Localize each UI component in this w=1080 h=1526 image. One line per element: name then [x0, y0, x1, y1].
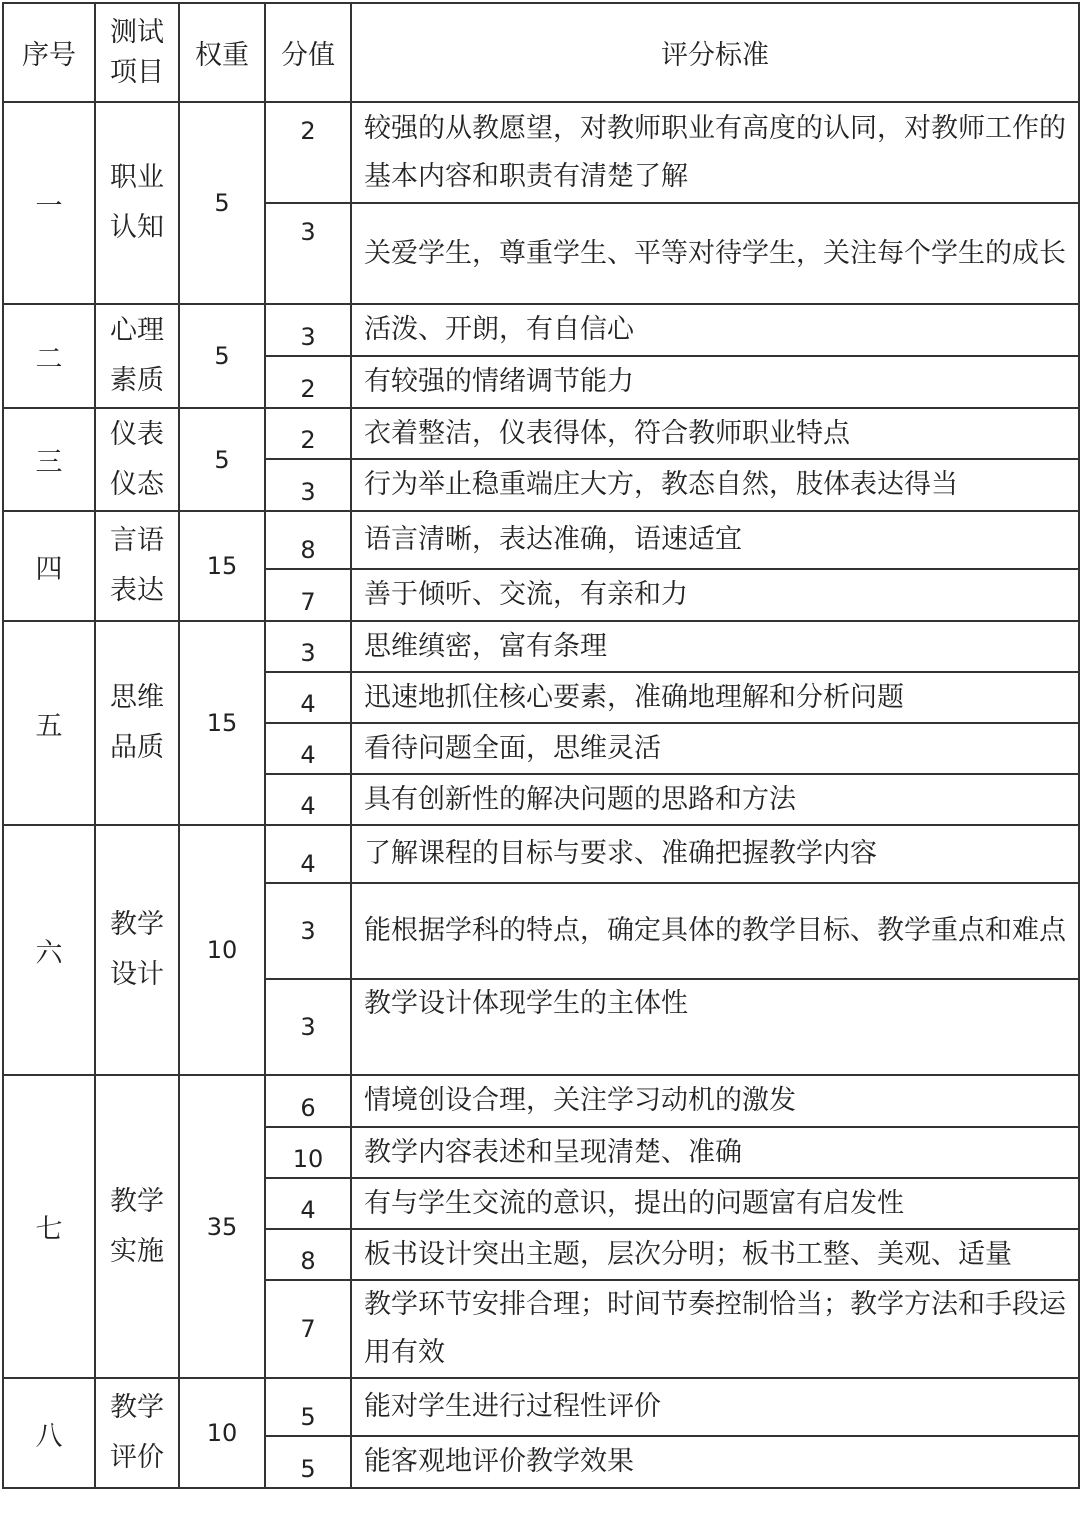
row-score: 3 [265, 459, 351, 511]
section-weight: 10 [179, 825, 265, 1075]
row-criteria: 情境创设合理，关注学习动机的激发 [351, 1075, 1079, 1127]
row-score: 8 [265, 511, 351, 569]
section-item [95, 304, 179, 408]
row-score: 5 [265, 1436, 351, 1488]
row-criteria: 关爱学生，尊重学生、平等对待学生，关注每个学生的成长 [351, 203, 1079, 304]
section-item-line: 评价 [110, 1442, 164, 1473]
row-criteria: 思维缜密，富有条理 [351, 621, 1079, 672]
row-criteria: 教学环节安排合理；时间节奏控制恰当；教学方法和手段运用有效 [351, 1280, 1079, 1378]
table-row [3, 1075, 1079, 1127]
row-criteria: 语言清晰，表达准确，语速适宜 [351, 511, 1079, 569]
section-item-line: 教学 [110, 1392, 164, 1423]
section-item-line: 仪态 [110, 468, 164, 500]
row-score: 2 [265, 356, 351, 408]
row-score: 7 [265, 569, 351, 621]
row-criteria: 教学设计体现学生的主体性 [351, 979, 1079, 1075]
row-score: 3 [265, 883, 351, 979]
section-item-line: 表达 [110, 575, 164, 606]
row-score: 2 [265, 408, 351, 459]
row-criteria: 具有创新性的解决问题的思路和方法 [351, 774, 1079, 825]
section-weight: 15 [179, 511, 265, 621]
row-criteria: 教学内容表述和呈现清楚、准确 [351, 1127, 1079, 1178]
row-criteria: 板书设计突出主题，层次分明；板书工整、美观、适量 [351, 1229, 1079, 1280]
scoring-table [2, 2, 1080, 1489]
section-item [95, 825, 179, 1075]
row-criteria: 有与学生交流的意识，提出的问题富有启发性 [351, 1178, 1079, 1229]
section-item-line: 认知 [110, 212, 164, 243]
row-score: 2 [265, 102, 351, 203]
section-seq: 三 [3, 408, 95, 511]
header-item-line1: 测试 [110, 16, 164, 48]
row-criteria: 迅速地抓住核心要素，准确地理解和分析问题 [351, 672, 1079, 723]
section-item-line: 教学 [110, 1185, 164, 1217]
table-row [3, 1378, 1079, 1436]
row-score: 4 [265, 1178, 351, 1229]
row-score: 8 [265, 1229, 351, 1280]
section-item [95, 102, 179, 304]
row-criteria: 活泼、开朗，有自信心 [351, 304, 1079, 356]
row-score: 3 [265, 203, 351, 304]
table-row [3, 408, 1079, 459]
row-score: 4 [265, 774, 351, 825]
table-row [3, 511, 1079, 569]
row-criteria: 较强的从教愿望，对教师职业有高度的认同，对教师工作的基本内容和职责有清楚了解 [351, 102, 1079, 203]
row-score: 3 [265, 979, 351, 1075]
row-criteria: 能根据学科的特点，确定具体的教学目标、教学重点和难点 [351, 883, 1079, 979]
section-weight: 35 [179, 1075, 265, 1378]
header-criteria: 评分标准 [351, 3, 1079, 102]
row-criteria: 能对学生进行过程性评价 [351, 1378, 1079, 1436]
header-seq: 序号 [3, 3, 95, 102]
row-criteria: 了解课程的目标与要求、准确把握教学内容 [351, 825, 1079, 883]
section-item-line: 品质 [110, 732, 164, 763]
header-score: 分值 [265, 3, 351, 102]
section-item [95, 1075, 179, 1378]
row-criteria: 看待问题全面，思维灵活 [351, 723, 1079, 774]
section-item-line: 实施 [110, 1235, 164, 1267]
row-score: 4 [265, 723, 351, 774]
section-seq: 二 [3, 304, 95, 408]
header-item-line2: 项目 [110, 56, 164, 88]
section-seq: 八 [3, 1378, 95, 1488]
section-item-line: 心理 [110, 315, 164, 346]
header-item [95, 3, 179, 102]
section-item-line: 思维 [110, 682, 164, 713]
section-item-line: 言语 [110, 525, 164, 556]
row-criteria: 衣着整洁，仪表得体，符合教师职业特点 [351, 408, 1079, 459]
header-weight: 权重 [179, 3, 265, 102]
table-row [3, 304, 1079, 356]
section-weight: 15 [179, 621, 265, 825]
section-seq: 五 [3, 621, 95, 825]
row-criteria: 善于倾听、交流，有亲和力 [351, 569, 1079, 621]
table-row [3, 621, 1079, 672]
section-weight: 5 [179, 304, 265, 408]
section-item-line: 教学 [110, 909, 164, 940]
section-seq: 七 [3, 1075, 95, 1378]
section-item [95, 1378, 179, 1488]
row-score: 10 [265, 1127, 351, 1178]
row-score: 4 [265, 672, 351, 723]
section-item [95, 511, 179, 621]
table-row [3, 825, 1079, 883]
section-item-line: 素质 [110, 365, 164, 396]
section-item-line: 仪表 [110, 418, 164, 450]
header-row [3, 3, 1079, 102]
section-item [95, 621, 179, 825]
row-score: 5 [265, 1378, 351, 1436]
section-weight: 5 [179, 408, 265, 511]
section-item-line: 设计 [110, 959, 164, 990]
section-seq: 六 [3, 825, 95, 1075]
section-seq: 一 [3, 102, 95, 304]
table-row [3, 102, 1079, 203]
row-criteria: 能客观地评价教学效果 [351, 1436, 1079, 1488]
row-score: 3 [265, 621, 351, 672]
section-item [95, 408, 179, 511]
section-item-line: 职业 [110, 162, 164, 193]
section-seq: 四 [3, 511, 95, 621]
row-score: 6 [265, 1075, 351, 1127]
row-criteria: 行为举止稳重端庄大方，教态自然，肢体表达得当 [351, 459, 1079, 511]
row-score: 3 [265, 304, 351, 356]
row-criteria: 有较强的情绪调节能力 [351, 356, 1079, 408]
section-weight: 10 [179, 1378, 265, 1488]
row-score: 7 [265, 1280, 351, 1378]
section-weight: 5 [179, 102, 265, 304]
row-score: 4 [265, 825, 351, 883]
